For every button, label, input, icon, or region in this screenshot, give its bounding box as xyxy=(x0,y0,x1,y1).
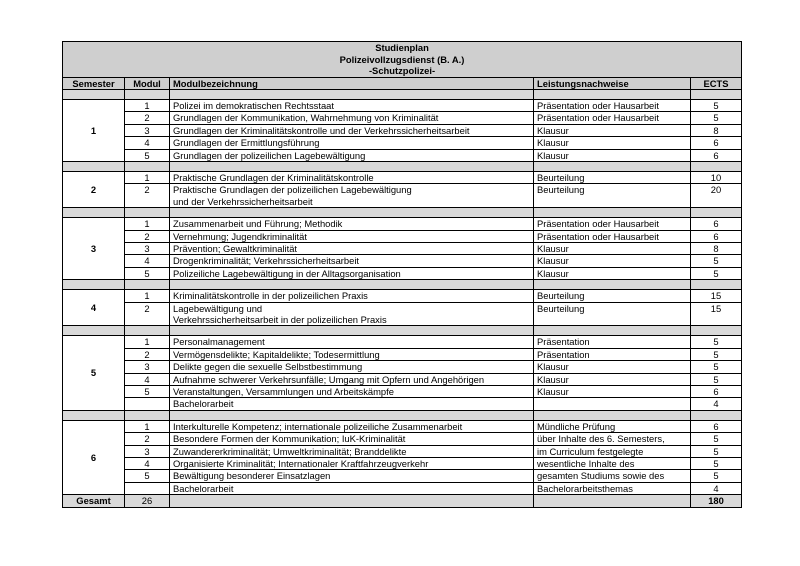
leistungsnachweis-cell: Klausur xyxy=(534,386,691,398)
modul-name: Interkulturelle Kompetenz; internationale polizeiliche Zusammenarbeit xyxy=(173,420,463,432)
semester-cell: 1 xyxy=(63,99,125,161)
leistungsnachweis-cell: Klausur xyxy=(534,373,691,385)
leistungsnachweis-cell: Beurteilung xyxy=(534,184,691,208)
ects-cell: 5 xyxy=(691,99,742,111)
modulbezeichnung-cell xyxy=(170,149,534,161)
modul-cell: 2 xyxy=(125,112,170,124)
leistungsnachweis-cell: Präsentation oder Hausarbeit xyxy=(534,218,691,230)
leistungsnachweis-cell: Klausur xyxy=(534,255,691,267)
ects-cell: 15 xyxy=(691,302,742,326)
modul-name: Praktische Grundlagen der Kriminalitätskontrolle xyxy=(173,171,374,183)
modulbezeichnung-cell xyxy=(170,420,534,432)
column-header-semester: Semester xyxy=(63,77,125,89)
modul-name: Bachelorarbeit xyxy=(173,482,234,494)
separator-cell xyxy=(170,208,534,218)
modulbezeichnung-cell xyxy=(170,99,534,111)
table-row xyxy=(63,137,742,149)
leistungsnachweis-cell: Präsentation xyxy=(534,348,691,360)
modulbezeichnung-cell xyxy=(170,255,534,267)
separator-cell xyxy=(691,89,742,99)
leistungsnachweis-cell xyxy=(534,398,691,410)
ects-cell: 6 xyxy=(691,218,742,230)
study-plan-table xyxy=(62,41,742,508)
separator-row xyxy=(63,89,742,99)
table-row xyxy=(63,255,742,267)
table-row xyxy=(63,336,742,348)
leistungsnachweis-cell: Mündliche Prüfung xyxy=(534,420,691,432)
ects-cell: 5 xyxy=(691,470,742,482)
separator-cell xyxy=(125,208,170,218)
modul-cell: 3 xyxy=(125,445,170,457)
separator-cell xyxy=(691,208,742,218)
modulbezeichnung-cell xyxy=(170,373,534,385)
leistungsnachweis-cell: Beurteilung xyxy=(534,302,691,326)
separator-cell xyxy=(170,161,534,171)
separator-row xyxy=(63,161,742,171)
leistungsnachweis-cell: gesamten Studiums sowie des xyxy=(534,470,691,482)
leistungsnachweis-cell: Präsentation xyxy=(534,336,691,348)
modul-cell: 5 xyxy=(125,470,170,482)
semester-cell: 2 xyxy=(63,171,125,207)
table-row xyxy=(63,242,742,254)
modul-name: Aufnahme schwerer Verkehrsunfälle; Umgang mit Opfern und Angehörigen xyxy=(173,373,485,385)
modulbezeichnung-cell xyxy=(170,433,534,445)
modulbezeichnung-cell xyxy=(170,302,534,326)
leistungsnachweis-cell: Klausur xyxy=(534,267,691,279)
modul-cell: 5 xyxy=(125,149,170,161)
modul-name-line2: und der Verkehrssicherheitsarbeit xyxy=(173,195,313,207)
modul-name: Kriminalitätskontrolle in der polizeilichen Praxis xyxy=(173,290,368,302)
separator-row xyxy=(63,410,742,420)
table-row xyxy=(63,361,742,373)
ects-cell: 6 xyxy=(691,420,742,432)
table-track: -Schutzpolizei- xyxy=(368,65,436,76)
leistungsnachweis-cell: über Inhalte des 6. Semesters, xyxy=(534,433,691,445)
modul-name: Delikte gegen die sexuelle Selbstbestimmung xyxy=(173,361,363,373)
table-row xyxy=(63,373,742,385)
modul-cell: 4 xyxy=(125,458,170,470)
modul-name: Bewältigung besonderer Einsatzlagen xyxy=(173,470,331,482)
ects-cell: 5 xyxy=(691,112,742,124)
modul-cell: 4 xyxy=(125,373,170,385)
modul-name: Veranstaltungen, Versammlungen und Arbeitskämpfe xyxy=(173,386,394,398)
separator-cell xyxy=(170,326,534,336)
modul-name: Prävention; Gewaltkriminalität xyxy=(173,242,298,254)
ects-cell: 5 xyxy=(691,458,742,470)
modulbezeichnung-cell xyxy=(170,398,534,410)
table-subtitle: Polizeivollzugsdienst (B. A.) xyxy=(339,53,465,65)
modulbezeichnung-cell xyxy=(170,184,534,208)
total-empty-cell xyxy=(170,495,534,507)
modulbezeichnung-cell xyxy=(170,348,534,360)
leistungsnachweis-cell: Klausur xyxy=(534,137,691,149)
table-row xyxy=(63,433,742,445)
ects-cell: 6 xyxy=(691,137,742,149)
separator-cell xyxy=(125,280,170,290)
separator-cell xyxy=(691,280,742,290)
table-row xyxy=(63,290,742,302)
table-row xyxy=(63,99,742,111)
leistungsnachweis-cell: Klausur xyxy=(534,242,691,254)
ects-cell: 8 xyxy=(691,242,742,254)
leistungsnachweis-cell: Präsentation oder Hausarbeit xyxy=(534,112,691,124)
modul-name: Vernehmung; Jugendkriminalität xyxy=(173,230,307,242)
table-row xyxy=(63,386,742,398)
ects-cell: 6 xyxy=(691,386,742,398)
modulbezeichnung-cell xyxy=(170,482,534,494)
modul-cell: 3 xyxy=(125,361,170,373)
modul-name: Polizei im demokratischen Rechtsstaat xyxy=(173,99,335,111)
modulbezeichnung-cell xyxy=(170,445,534,457)
leistungsnachweis-cell: im Curriculum festgelegte xyxy=(534,445,691,457)
separator-cell xyxy=(170,280,534,290)
separator-cell xyxy=(125,326,170,336)
modul-cell: 1 xyxy=(125,290,170,302)
modulbezeichnung-cell xyxy=(170,230,534,242)
ects-cell: 15 xyxy=(691,290,742,302)
separator-cell xyxy=(534,410,691,420)
modul-name: Zuwandererkriminalität; Umweltkriminalität; Branddelikte xyxy=(173,445,407,457)
modul-cell: 2 xyxy=(125,433,170,445)
leistungsnachweis-cell: Klausur xyxy=(534,361,691,373)
total-ects: 180 xyxy=(691,495,742,507)
separator-cell xyxy=(534,161,691,171)
modulbezeichnung-cell xyxy=(170,218,534,230)
ects-cell: 8 xyxy=(691,124,742,136)
modul-cell: 1 xyxy=(125,420,170,432)
semester-cell: 6 xyxy=(63,420,125,494)
modul-cell xyxy=(125,398,170,410)
table-row xyxy=(63,470,742,482)
separator-cell xyxy=(534,89,691,99)
total-modules: 26 xyxy=(125,495,170,507)
column-header-ects: ECTS xyxy=(691,77,742,89)
modulbezeichnung-cell xyxy=(170,242,534,254)
modulbezeichnung-cell xyxy=(170,470,534,482)
table-row xyxy=(63,112,742,124)
separator-row xyxy=(63,326,742,336)
modul-cell: 2 xyxy=(125,184,170,208)
semester-cell: 4 xyxy=(63,290,125,326)
ects-cell: 5 xyxy=(691,361,742,373)
table-row xyxy=(63,218,742,230)
ects-cell: 5 xyxy=(691,267,742,279)
table-row xyxy=(63,230,742,242)
table-body xyxy=(63,89,742,507)
table-row xyxy=(63,420,742,432)
modul-name: Personalmanagement xyxy=(173,336,265,348)
separator-cell xyxy=(170,410,534,420)
separator-cell xyxy=(63,89,125,99)
modul-cell: 2 xyxy=(125,348,170,360)
modul-cell: 1 xyxy=(125,336,170,348)
ects-cell: 5 xyxy=(691,255,742,267)
separator-cell xyxy=(534,326,691,336)
ects-cell: 4 xyxy=(691,398,742,410)
modul-name-line2: Verkehrssicherheitsarbeit in der polizeilichen Praxis xyxy=(173,314,387,325)
ects-cell: 5 xyxy=(691,433,742,445)
column-header-bezeichnung: Modulbezeichnung xyxy=(170,77,534,89)
separator-cell xyxy=(125,89,170,99)
modul-name: Grundlagen der Kommunikation, Wahrnehmung von Kriminalität xyxy=(173,112,439,124)
ects-cell: 4 xyxy=(691,482,742,494)
separator-cell xyxy=(534,208,691,218)
ects-cell: 6 xyxy=(691,230,742,242)
modul-cell: 4 xyxy=(125,137,170,149)
modul-name: Besondere Formen der Kommunikation; IuK-Kriminalität xyxy=(173,433,406,445)
separator-cell xyxy=(534,280,691,290)
separator-row xyxy=(63,280,742,290)
table-row xyxy=(63,348,742,360)
leistungsnachweis-cell: Präsentation oder Hausarbeit xyxy=(534,230,691,242)
modul-name: Drogenkriminalität; Verkehrssicherheitsarbeit xyxy=(173,255,360,267)
modul-name: Zusammenarbeit und Führung; Methodik xyxy=(173,218,343,230)
leistungsnachweis-cell: Beurteilung xyxy=(534,171,691,183)
ects-cell: 20 xyxy=(691,184,742,208)
table-row xyxy=(63,149,742,161)
leistungsnachweis-cell: Klausur xyxy=(534,124,691,136)
modul-cell: 2 xyxy=(125,302,170,326)
table-row xyxy=(63,184,742,208)
table-title: Studienplan xyxy=(375,42,429,53)
table-row xyxy=(63,267,742,279)
modulbezeichnung-cell xyxy=(170,361,534,373)
separator-cell xyxy=(691,326,742,336)
modul-cell: 3 xyxy=(125,242,170,254)
table-row xyxy=(63,124,742,136)
table-row xyxy=(63,398,742,410)
ects-cell: 5 xyxy=(691,348,742,360)
separator-cell xyxy=(125,161,170,171)
modul-cell: 1 xyxy=(125,171,170,183)
modul-cell: 4 xyxy=(125,255,170,267)
separator-cell xyxy=(63,410,125,420)
ects-cell: 6 xyxy=(691,149,742,161)
modul-name: Organisierte Kriminalität; Internationaler Kraftfahrzeugverkehr xyxy=(173,458,429,470)
column-header-row xyxy=(63,77,742,89)
semester-cell: 3 xyxy=(63,218,125,280)
ects-cell: 5 xyxy=(691,445,742,457)
leistungsnachweis-cell: wesentliche Inhalte des xyxy=(534,458,691,470)
ects-cell: 5 xyxy=(691,336,742,348)
modulbezeichnung-cell xyxy=(170,386,534,398)
separator-cell xyxy=(63,326,125,336)
modul-cell: 1 xyxy=(125,218,170,230)
separator-cell xyxy=(63,280,125,290)
modul-name: Bachelorarbeit xyxy=(173,398,234,410)
separator-cell xyxy=(691,410,742,420)
separator-cell xyxy=(63,161,125,171)
modul-cell: 3 xyxy=(125,124,170,136)
total-row xyxy=(63,495,742,507)
table-row xyxy=(63,482,742,494)
modul-cell: 5 xyxy=(125,386,170,398)
modulbezeichnung-cell xyxy=(170,336,534,348)
modul-name: Praktische Grundlagen der polizeilichen Lagebewältigung xyxy=(173,184,412,196)
separator-row xyxy=(63,208,742,218)
modul-name: Grundlagen der polizeilichen Lagebewältigung xyxy=(173,149,366,161)
semester-cell: 5 xyxy=(63,336,125,410)
leistungsnachweis-cell: Präsentation oder Hausarbeit xyxy=(534,99,691,111)
separator-cell xyxy=(125,410,170,420)
separator-cell xyxy=(63,208,125,218)
leistungsnachweis-cell: Bachelorarbeitsthemas xyxy=(534,482,691,494)
modulbezeichnung-cell xyxy=(170,458,534,470)
modul-cell: 5 xyxy=(125,267,170,279)
modulbezeichnung-cell xyxy=(170,267,534,279)
modulbezeichnung-cell xyxy=(170,290,534,302)
leistungsnachweis-cell: Klausur xyxy=(534,149,691,161)
separator-cell xyxy=(691,161,742,171)
modul-cell xyxy=(125,482,170,494)
table-title-block xyxy=(63,42,742,78)
modul-name: Grundlagen der Ermittlungsführung xyxy=(173,137,320,149)
modulbezeichnung-cell xyxy=(170,171,534,183)
total-empty-cell xyxy=(534,495,691,507)
column-header-modul: Modul xyxy=(125,77,170,89)
modul-name: Vermögensdelikte; Kapitaldelikte; Todesermittlung xyxy=(173,348,380,360)
ects-cell: 5 xyxy=(691,373,742,385)
table-row xyxy=(63,171,742,183)
total-label: Gesamt xyxy=(63,495,125,507)
leistungsnachweis-cell: Beurteilung xyxy=(534,290,691,302)
modulbezeichnung-cell xyxy=(170,124,534,136)
modul-name: Grundlagen der Kriminalitätskontrolle und der Verkehrssicherheitsarbeit xyxy=(173,124,470,136)
table-row xyxy=(63,458,742,470)
table-row xyxy=(63,445,742,457)
ects-cell: 10 xyxy=(691,171,742,183)
table-row xyxy=(63,302,742,326)
modul-cell: 1 xyxy=(125,99,170,111)
modulbezeichnung-cell xyxy=(170,112,534,124)
column-header-leistung: Leistungsnachweise xyxy=(534,77,691,89)
modulbezeichnung-cell xyxy=(170,137,534,149)
separator-cell xyxy=(170,89,534,99)
modul-cell: 2 xyxy=(125,230,170,242)
modul-name: Lagebewältigung und xyxy=(173,302,263,314)
modul-name: Polizeiliche Lagebewältigung in der Alltagsorganisation xyxy=(173,267,401,279)
